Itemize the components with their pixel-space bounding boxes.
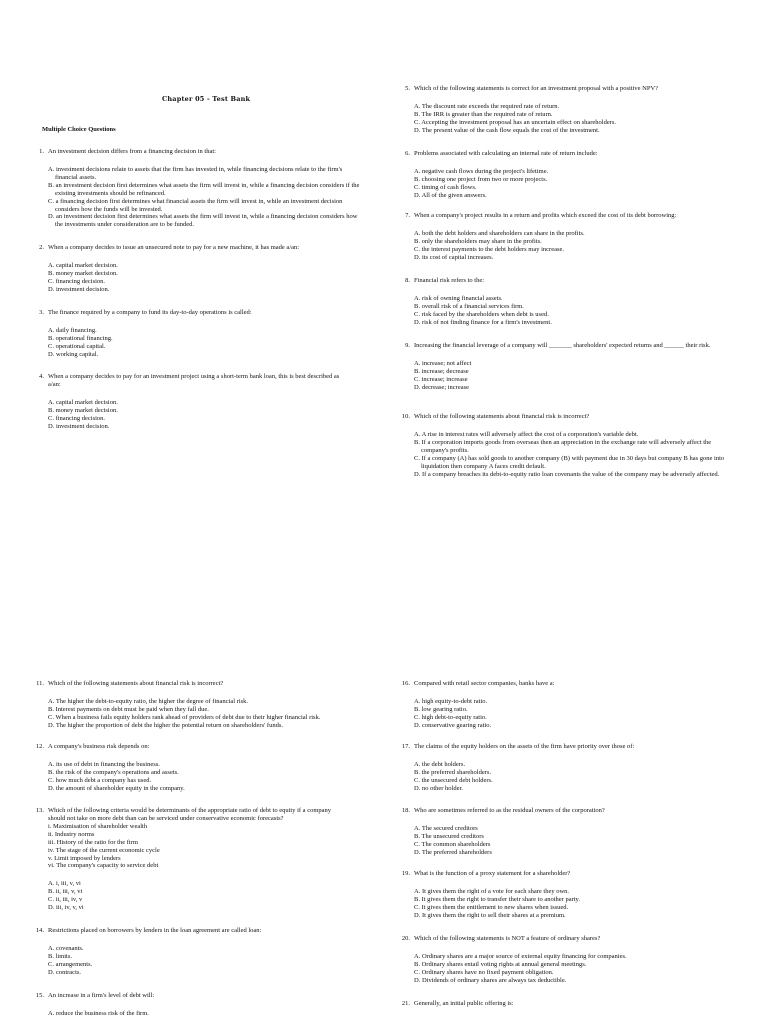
- answer-option: A. its use of debt in financing the business.: [48, 760, 160, 768]
- question-stem: [396, 743, 741, 751]
- answer-options: [30, 166, 365, 229]
- answer-option: C. increase; increase: [414, 375, 468, 383]
- question-8: [396, 277, 741, 327]
- answer-option: A. high equity-to-debt ratio.: [414, 697, 488, 705]
- question-stem: [30, 680, 365, 688]
- question-number: 19.: [401, 870, 410, 877]
- answer-option: D. an investment decision first determines what assets the firm will invest in, while a financing decision considers how the investments under consideration are to be funded.: [48, 213, 358, 229]
- answer-option: C. operational capital.: [48, 342, 106, 350]
- answer-option: C. how much debt a company has used.: [48, 776, 152, 784]
- question-6: [396, 150, 741, 200]
- criteria-list: [30, 823, 340, 871]
- answer-option: D. The higher the proportion of debt the higher the potential return on shareholders' funds.: [48, 721, 283, 729]
- answer-option: D. investment decision.: [48, 285, 110, 293]
- answer-option: B. low gearing ratio.: [414, 705, 468, 713]
- answer-option: B. ii, iii, v, vi: [48, 888, 83, 896]
- question-17: [396, 743, 741, 793]
- answer-option: C. risk faced by the shareholders when debt is used.: [414, 310, 549, 318]
- question-number: 8.: [405, 277, 410, 284]
- answer-options: [396, 230, 741, 262]
- question-text: Generally, an initial public offering is:: [414, 1000, 514, 1007]
- answer-option: B. If a corporation imports goods from overseas then an appreciation in the exchange rate will adversely affect the company's profits.: [414, 438, 712, 454]
- answer-option: A. capital market decision.: [48, 261, 118, 269]
- answer-options: [396, 168, 741, 200]
- answer-option: D. the amount of shareholder equity in the company.: [48, 784, 185, 792]
- answer-option: D. decrease; increase: [414, 383, 470, 391]
- answer-option: B. the preferred shareholders.: [414, 768, 492, 776]
- answer-options: [396, 360, 726, 392]
- question-19: [396, 870, 741, 920]
- answer-options: [30, 698, 365, 730]
- criteria-item: i. Maximisation of shareholder wealth: [48, 822, 148, 830]
- question-text: An increase in a firm's level of debt will:: [48, 992, 155, 999]
- answer-option: A. covenants.: [48, 944, 84, 952]
- answer-option: D. working capital.: [48, 350, 99, 358]
- question-number: 17.: [401, 743, 410, 750]
- answer-options: [30, 761, 365, 793]
- question-stem: [396, 1000, 741, 1008]
- answer-option: B. The unsecured creditors: [414, 832, 484, 840]
- answer-option: C. the interest payments to the debt holders may increase.: [414, 245, 564, 253]
- question-text: Which of the following statements is correct for an investment proposal with a positive NPV?: [414, 85, 659, 92]
- answer-option: B. overall risk of a financial services firm.: [414, 302, 524, 310]
- question-15: [30, 992, 365, 1018]
- question-text: Financial risk refers to the:: [414, 277, 485, 284]
- answer-option: B. operational financing.: [48, 334, 113, 342]
- answer-option: C. Ordinary shares have no fixed payment obligation.: [414, 968, 554, 976]
- criteria-item: iii. History of the ratio for the firm: [48, 838, 138, 846]
- question-text: Compared with retail sector companies, banks have a:: [414, 680, 555, 687]
- answer-option: B. limits.: [48, 952, 73, 960]
- answer-option: A. i, iii, v, vi: [48, 880, 81, 888]
- answer-option: D. All of the given answers.: [414, 191, 487, 199]
- answer-option: A. daily financing.: [48, 326, 97, 334]
- answer-option: A. The secured creditors: [414, 824, 478, 832]
- question-number: 12.: [35, 743, 44, 750]
- question-text: The claims of the equity holders on the assets of the firm have priority over those of:: [414, 743, 635, 750]
- question-stem: [30, 309, 365, 317]
- answer-options: [30, 262, 365, 294]
- answer-option: D. iii, iv, v, vi: [48, 904, 84, 912]
- question-number: 20.: [401, 935, 410, 942]
- answer-option: C. The common shareholders: [414, 840, 491, 848]
- answer-option: D. conservative gearing ratio.: [414, 721, 492, 729]
- criteria-item: v. Limit imposed by lenders: [48, 854, 121, 862]
- answer-option: A. A rise in interest rates will adversely affect the cost of a corporation's variable debt.: [414, 430, 639, 438]
- question-text: Who are sometimes referred to as the residual owners of the corporation?: [414, 807, 605, 814]
- answer-option: B. increase; decrease: [414, 367, 469, 375]
- question-stem: [396, 277, 741, 285]
- question-stem: [30, 743, 365, 751]
- section-heading: Multiple Choice Questions: [42, 126, 116, 133]
- answer-option: A. Ordinary shares are a major source of external equity financing for companies.: [414, 952, 627, 960]
- answer-option: D. no other holder.: [414, 784, 463, 792]
- question-stem: [396, 342, 726, 350]
- question-number: 9.: [405, 342, 410, 349]
- answer-option: D. The present value of the cash flow equals the cost of the investment.: [414, 126, 600, 134]
- question-text: What is the function of a proxy statement for a shareholder?: [414, 870, 571, 877]
- question-1: [30, 148, 365, 229]
- answer-option: A. increase; not affect: [414, 359, 472, 367]
- answer-option: C. timing of cash flows.: [414, 183, 477, 191]
- question-stem: [30, 244, 365, 252]
- answer-option: A. risk of owning financial assets.: [414, 294, 503, 302]
- answer-option: A. both the debt holders and shareholders can share in the profits.: [414, 229, 585, 237]
- question-text: A company's business risk depends on:: [48, 743, 150, 750]
- question-text: When a company's project results in a return and profits which exceed the cost of its debt borrowing:: [414, 212, 677, 219]
- answer-option: C. It gives them the entitlement to new shares when issued.: [414, 903, 569, 911]
- answer-options: [396, 888, 741, 920]
- question-number: 16.: [401, 680, 410, 687]
- answer-option: B. Ordinary shares entail voting rights at annual general meetings.: [414, 960, 587, 968]
- answer-option: C. financing decision.: [48, 277, 106, 285]
- answer-option: C. ii, iii, iv, v: [48, 896, 83, 904]
- question-number: 18.: [401, 807, 410, 814]
- answer-options: [30, 945, 365, 977]
- question-stem: [396, 935, 741, 943]
- answer-option: B. The IRR is greater than the required rate of return.: [414, 110, 553, 118]
- answer-options: [30, 1010, 365, 1018]
- question-stem: [30, 927, 365, 935]
- question-stem: [396, 870, 741, 878]
- question-2: [30, 244, 365, 294]
- answer-options: [396, 761, 741, 793]
- answer-option: B. money market decision.: [48, 406, 118, 414]
- answer-option: B. an investment decision first determines what assets the firm will invest in, while a financing decision considers if the existing investments should be refinanced.: [48, 181, 360, 197]
- question-3: [30, 309, 365, 359]
- answer-option: B. choosing one project from two or more projects.: [414, 175, 548, 183]
- question-number: 1.: [39, 148, 44, 155]
- question-10: [396, 413, 726, 478]
- question-text: An investment decision differs from a financing decision in that:: [48, 148, 216, 155]
- answer-option: C. If a company (A) has sold goods to another company (B) with payment due in 30 days but company B has gone into liquidation then company A faces credit default.: [414, 454, 725, 470]
- question-number: 5.: [405, 85, 410, 92]
- question-11: [30, 680, 365, 730]
- question-number: 2.: [39, 244, 44, 251]
- question-18: [396, 807, 741, 857]
- question-9: [396, 342, 726, 392]
- answer-option: B. money market decision.: [48, 269, 118, 277]
- question-stem: [396, 150, 741, 158]
- question-number: 21.: [401, 1000, 410, 1007]
- question-stem: [30, 992, 365, 1000]
- question-number: 4.: [39, 373, 44, 380]
- answer-option: D. risk of not finding finance for a firm's investment.: [414, 318, 552, 326]
- chapter-title: Chapter 05 - Test Bank: [162, 95, 251, 103]
- criteria-item: iv. The stage of the current economic cycle: [48, 846, 160, 854]
- question-number: 15.: [35, 992, 44, 999]
- question-stem: [30, 373, 340, 389]
- answer-option: C. the unsecured debt holders.: [414, 776, 493, 784]
- answer-options: [396, 295, 741, 327]
- answer-options: [30, 327, 365, 359]
- question-number: 11.: [36, 680, 44, 687]
- answer-option: A. The discount rate exceeds the required rate of return.: [414, 102, 560, 110]
- answer-option: B. the risk of the company's operations and assets.: [48, 768, 179, 776]
- question-14: [30, 927, 365, 977]
- answer-option: A. The higher the debt-to-equity ratio, the higher the degree of financial risk.: [48, 697, 249, 705]
- answer-options: [396, 431, 726, 479]
- question-7: [396, 212, 741, 262]
- criteria-item: ii. Industry norms: [48, 830, 95, 838]
- question-text: The finance required by a company to fund its day-to-day operations is called:: [48, 309, 252, 316]
- question-stem: [396, 85, 741, 93]
- question-13: [30, 807, 340, 912]
- answer-option: A. It gives them the right of a vote for each share they own.: [414, 887, 570, 895]
- question-text: Which of the following statements about financial risk is incorrect?: [48, 680, 224, 687]
- question-20: [396, 935, 741, 985]
- answer-option: D. its cost of capital increases.: [414, 253, 494, 261]
- question-text: Increasing the financial leverage of a company will _______ shareholders' expected returns and ______ their risk.: [414, 342, 711, 349]
- question-number: 13.: [35, 807, 44, 814]
- answer-option: B. only the shareholders may share in the profits.: [414, 237, 542, 245]
- answer-option: D. The preferred shareholders: [414, 848, 492, 856]
- question-text: Which of the following criteria would be determinants of the appropriate ratio of debt to equity if a company should not take on more debt than can be serviced under conservative economic forecasts?: [48, 807, 332, 822]
- answer-options: [396, 825, 741, 857]
- answer-option: A. reduce the business risk of the firm.: [48, 1009, 149, 1017]
- answer-option: A. capital market decision.: [48, 398, 118, 406]
- question-21: [396, 1000, 741, 1008]
- answer-options: [30, 880, 340, 912]
- question-stem: [396, 212, 741, 220]
- answer-option: C. Accepting the investment proposal has an uncertain effect on shareholders.: [414, 118, 617, 126]
- answer-option: C. high debt-to-equity ratio.: [414, 713, 487, 721]
- question-text: Restrictions placed on borrowers by lenders in the loan agreement are called loan:: [48, 927, 262, 934]
- answer-options: [396, 698, 741, 730]
- question-16: [396, 680, 741, 730]
- answer-option: B. Interest payments on debt must be paid when they fall due.: [48, 705, 209, 713]
- answer-option: A. negative cash flows during the project's lifetime.: [414, 167, 549, 175]
- question-number: 10.: [401, 413, 410, 420]
- question-text: Problems associated with calculating an internal rate of return include:: [414, 150, 598, 157]
- answer-option: B. It gives them the right to transfer their share to another party.: [414, 895, 581, 903]
- answer-option: A. the debt holders.: [414, 760, 466, 768]
- answer-option: D. If a company breaches its debt-to-equity ratio loan covenants the value of the company may be adversely affected.: [414, 470, 720, 478]
- answer-option: D. Dividends of ordinary shares are always tax deductible.: [414, 976, 567, 984]
- answer-option: C. a financing decision first determines what financial assets the firm will invest in, while an investment decision considers how the funds will be invested.: [48, 197, 343, 213]
- question-text: When a company decides to pay for an investment project using a short-term bank loan, this is best described as a/an:: [48, 373, 340, 388]
- question-stem: [396, 413, 726, 421]
- answer-option: C. When a business fails equity holders rank ahead of providers of debt due to their higher financial risk.: [48, 713, 321, 721]
- answer-option: D. contracts.: [48, 968, 82, 976]
- question-text: Which of the following statements about financial risk is incorrect?: [414, 413, 590, 420]
- answer-option: D. It gives them the right to sell their shares at a premium.: [414, 911, 566, 919]
- question-number: 3.: [39, 309, 44, 316]
- criteria-item: vi. The company's capacity to service debt: [48, 862, 159, 870]
- question-stem: [396, 807, 741, 815]
- answer-option: C. arrangements.: [48, 960, 93, 968]
- question-4: [30, 373, 340, 431]
- answer-options: [30, 399, 340, 431]
- question-stem: [30, 807, 340, 823]
- question-12: [30, 743, 365, 793]
- question-5: [396, 85, 741, 135]
- question-number: 14.: [35, 927, 44, 934]
- question-text: When a company decides to issue an unsecured note to pay for a new machine, it has made a/an:: [48, 244, 300, 251]
- answer-options: [396, 953, 741, 985]
- question-text: Which of the following statements is NOT a feature of ordinary shares?: [414, 935, 601, 942]
- answer-option: C. financing decision.: [48, 414, 106, 422]
- question-stem: [396, 680, 741, 688]
- answer-option: D. investment decision.: [48, 422, 110, 430]
- answer-options: [396, 103, 741, 135]
- question-number: 7.: [405, 212, 410, 219]
- question-stem: [30, 148, 365, 156]
- answer-option: A. investment decisions relate to assets that the firm has invested in, while financing decisions relate to the firm's financial assets.: [48, 165, 343, 181]
- question-number: 6.: [405, 150, 410, 157]
